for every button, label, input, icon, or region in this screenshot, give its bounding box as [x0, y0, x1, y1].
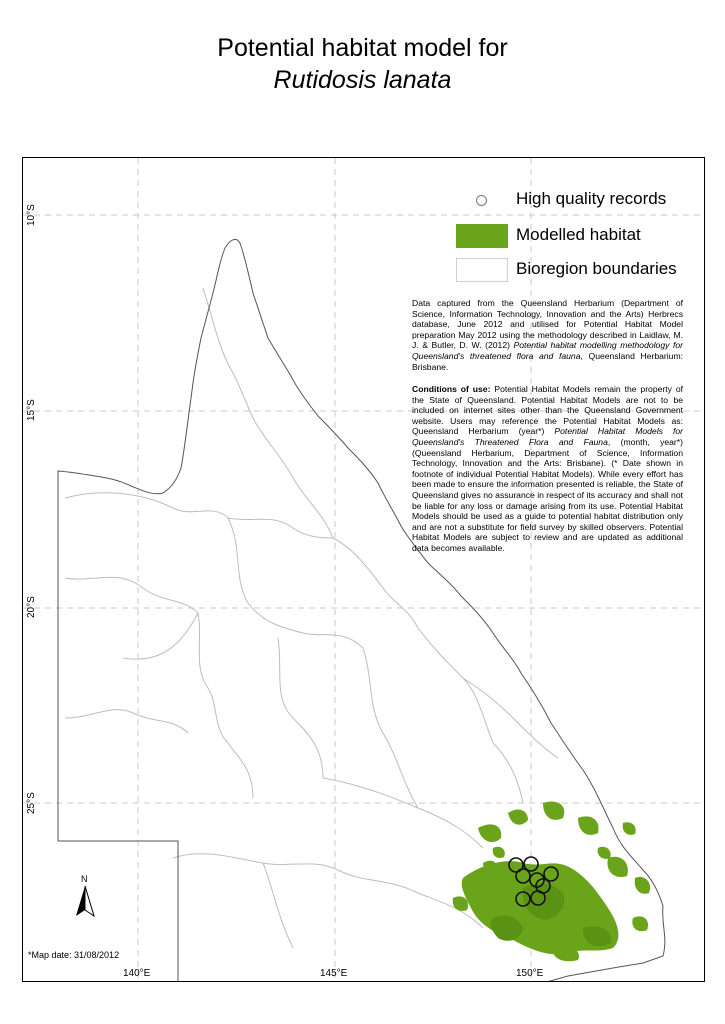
data-source-text: [412, 298, 683, 372]
lon-label-150e: 150°E: [516, 968, 544, 979]
data-text-b: , Queensland Herbarium: Brisbane.: [412, 350, 683, 372]
boundary-swatch-icon: [456, 258, 508, 282]
lon-label-145e: 145°E: [320, 968, 348, 979]
map-canvas: [23, 158, 705, 982]
graticule: [23, 158, 705, 982]
conditions-heading: Conditions of use:: [412, 384, 491, 394]
legend-records-label: High quality records: [516, 189, 667, 208]
legend-habitat-label: Modelled habitat: [516, 225, 641, 244]
data-text-a: Data captured from the Queensland Herbarium (Department of Science, Information Technology, Innovation and the Arts) Herbrecs database, June 2012 and utilised for Potential Habitat Model preparation May 2012 using the methodology described in Laidlaw, M. J. & Butler, D. W. (2012): [412, 298, 683, 351]
conditions-italic: Potential Habitat Models for Queensland's Threatened Flora and Fauna: [412, 426, 683, 447]
habitat-swatch-icon: [456, 224, 508, 248]
conditions-text: [412, 384, 683, 554]
lat-label-10s: 10°S: [26, 204, 37, 226]
lon-label-140e: 140°E: [123, 968, 151, 979]
lat-label-25s: 25°S: [26, 792, 37, 814]
conditions-a: Potential Habitat Models remain the property of the State of Queensland. Potential Habitat Models are not to be included on internet sites other than the Queensland Government website. Users may reference the Potential Habitat Models as: Queensland Herbarium (year*): [412, 384, 683, 437]
map-title-line1: Potential habitat model for: [217, 34, 508, 62]
map-date: *Map date: 31/08/2012: [28, 950, 120, 960]
north-arrow: [74, 874, 96, 920]
north-arrow-icon: [74, 886, 96, 920]
map-title-line2: Rutidosis lanata: [273, 66, 452, 94]
north-label: N: [81, 874, 88, 884]
conditions-b: , (month, year*) (Queensland Herbarium, Department of Science, Information Technology, Innovation and the Arts: Brisbane). (* Date shown in footnote of individual Potential Habitat Models). While every effort has been made to ensure the information presented is reliable, the State of Queensland gives no assurance in respect of its accuracy and shall not be liable for any loss or damage arising from its use. Potential Habitat Models should be used as a guide to potential habitat distribution only and are not a substitute for field survey by skilled observers. Potential Habitat Models are subject to review and are updated as additional data becomes available.: [412, 436, 683, 553]
lat-label-20s: 20°S: [26, 596, 37, 618]
lat-label-15s: 15°S: [26, 399, 37, 421]
data-text-italic: Potential habitat modelling methodology for Queensland's threatened flora and fauna: [412, 340, 683, 361]
map-frame[interactable]: [22, 157, 705, 982]
legend-boundaries-label: Bioregion boundaries: [516, 259, 677, 278]
record-symbol-icon: [476, 195, 487, 206]
